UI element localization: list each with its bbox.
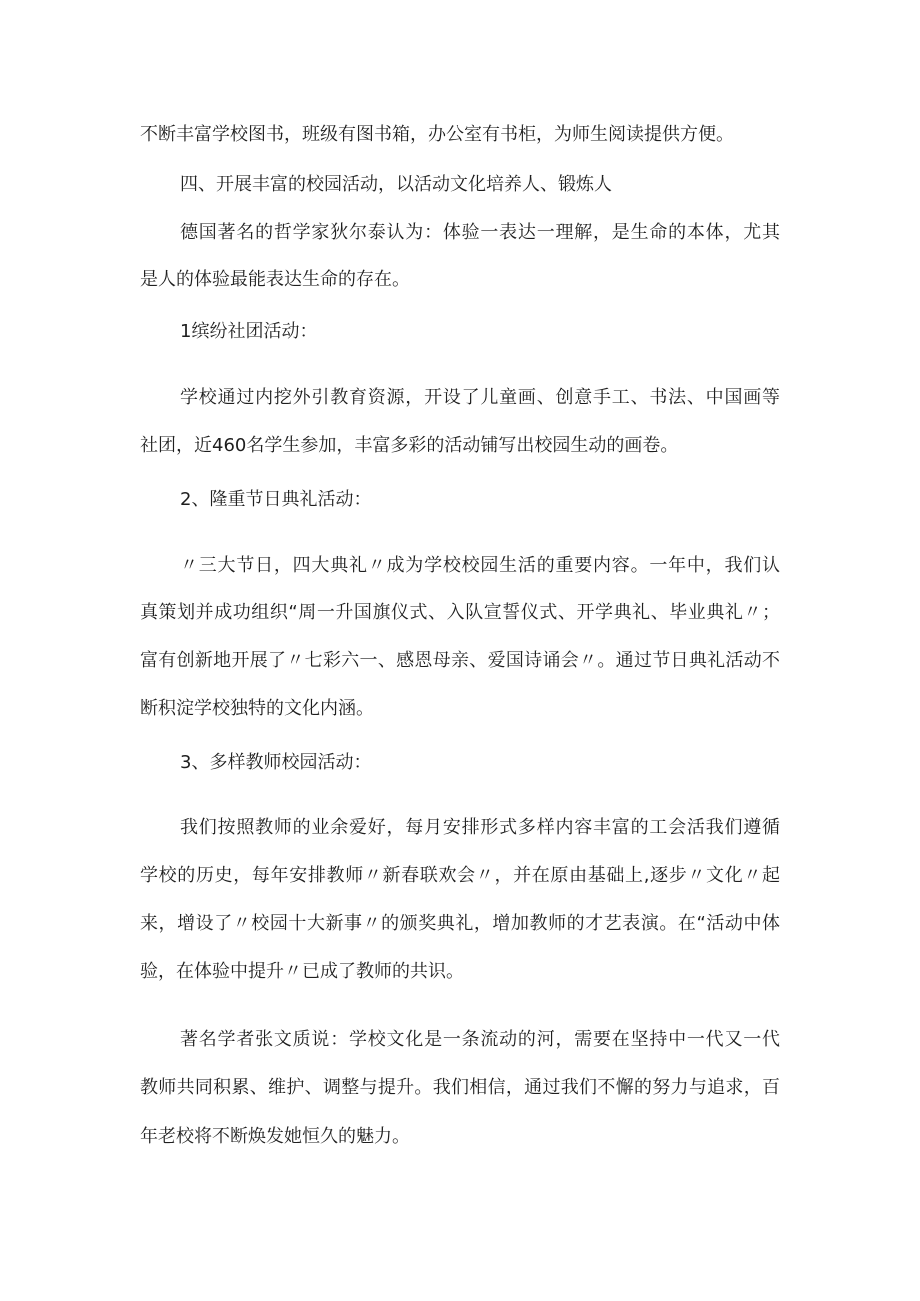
subheading-text: 2、隆重节日典礼活动： bbox=[180, 489, 372, 510]
paragraph-line: 德国著名的哲学家狄尔泰认为：体验一表达一理解，是生命的本体，尤其 bbox=[180, 222, 780, 243]
paragraph-line: 社团，近460名学生参加，丰富多彩的活动铺写出校园生动的画卷。 bbox=[140, 435, 679, 456]
paragraph-line: 教师共同积累、维护、调整与提升。我们相信，通过我们不懈的努力与追求，百 bbox=[140, 1077, 780, 1098]
subheading-text: 3、多样教师校园活动： bbox=[180, 752, 372, 773]
paragraph-line: 真策划并成功组织“周一升国旗仪式、入队宣誓仪式、开学典礼、毕业典礼〃； bbox=[140, 602, 780, 623]
paragraph-line: 验，在体验中提升〃已成了教师的共识。 bbox=[140, 961, 464, 982]
paragraph-line: 是人的体验最能表达生命的存在。 bbox=[140, 269, 410, 290]
paragraph-line: 我们按照教师的业余爱好，每月安排形式多样内容丰富的工会活我们遵循 bbox=[180, 817, 780, 838]
paragraph-line: 年老校将不断焕发她恒久的魅力。 bbox=[140, 1126, 410, 1147]
paragraph-line: 富有创新地开展了〃七彩六一、感恩母亲、爱国诗诵会〃。通过节日典礼活动不 bbox=[140, 650, 780, 671]
paragraph-line: 学校通过内挖外引教育资源，开设了儿童画、创意手工、书法、中国画等 bbox=[180, 387, 780, 408]
paragraph-line: 不断丰富学校图书，班级有图书箱，办公室有书柜，为师生阅读提供方便。 bbox=[140, 124, 734, 145]
paragraph-line: 来，增设了〃校园十大新事〃的颁奖典礼，增加教师的才艺表演。在“活动中体 bbox=[140, 913, 780, 934]
section-heading-text: 四、开展丰富的校园活动，以活动文化培养人、锻炼人 bbox=[180, 174, 612, 195]
subheading-text: 1缤纷社团活动： bbox=[180, 321, 318, 342]
paragraph-line: 断积淀学校独特的文化内涵。 bbox=[140, 698, 374, 719]
paragraph-line: 〃三大节日，四大典礼〃成为学校校园生活的重要内容。一年中，我们认 bbox=[180, 555, 780, 576]
paragraph-line: 学校的历史，每年安排教师〃新春联欢会〃，并在原由基础上,逐步〃文化〃起 bbox=[140, 865, 780, 886]
paragraph-line: 著名学者张文质说：学校文化是一条流动的河，需要在坚持中一代又一代 bbox=[180, 1029, 780, 1050]
